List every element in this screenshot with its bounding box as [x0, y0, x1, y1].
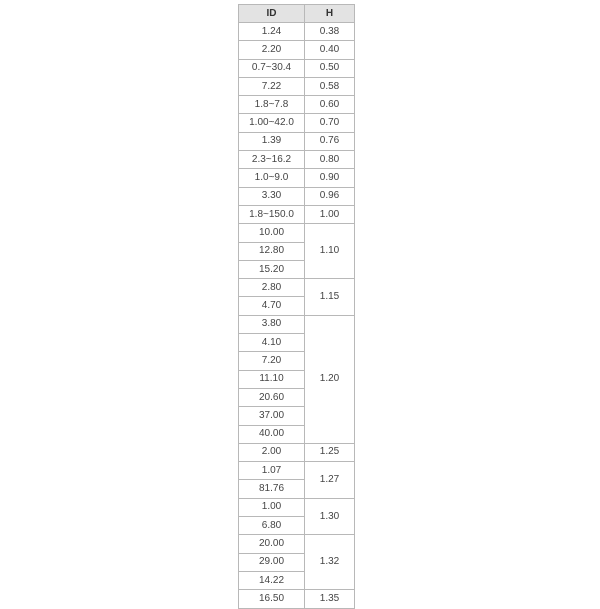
id-cell: 0.7~30.4: [239, 59, 305, 77]
table-row: [239, 169, 355, 187]
id-cell: 1.00~42.0: [239, 114, 305, 132]
h-cell: 1.00: [305, 205, 355, 223]
id-cell: 15.20: [239, 260, 305, 278]
id-cell: 2.20: [239, 41, 305, 59]
id-cell: 1.07: [239, 462, 305, 480]
h-cell: 0.80: [305, 151, 355, 169]
id-cell: 11.10: [239, 370, 305, 388]
id-cell: 20.60: [239, 388, 305, 406]
table-row: [239, 114, 355, 132]
table-row: [239, 77, 355, 95]
table-row: [239, 498, 355, 516]
id-cell: 3.80: [239, 315, 305, 333]
table-row: [239, 224, 355, 242]
id-cell: 20.00: [239, 535, 305, 553]
h-cell: 1.25: [305, 443, 355, 461]
id-column-header: ID: [239, 5, 305, 23]
id-cell: 1.00: [239, 498, 305, 516]
id-cell: 7.22: [239, 77, 305, 95]
table-row: [239, 132, 355, 150]
id-cell: 1.0~9.0: [239, 169, 305, 187]
id-cell: 12.80: [239, 242, 305, 260]
id-cell: 1.8~7.8: [239, 96, 305, 114]
table-row: [239, 315, 355, 333]
h-cell: 1.15: [305, 279, 355, 316]
id-cell: 40.00: [239, 425, 305, 443]
table-row: [239, 590, 355, 608]
h-cell: 0.70: [305, 114, 355, 132]
id-cell: 10.00: [239, 224, 305, 242]
id-cell: 2.3~16.2: [239, 151, 305, 169]
h-cell: 1.10: [305, 224, 355, 279]
table-row: [239, 187, 355, 205]
table-row: [239, 96, 355, 114]
id-cell: 37.00: [239, 407, 305, 425]
table-row: [239, 535, 355, 553]
h-cell: 0.40: [305, 41, 355, 59]
id-cell: 4.70: [239, 297, 305, 315]
id-cell: 29.00: [239, 553, 305, 571]
id-cell: 16.50: [239, 590, 305, 608]
h-cell: 0.50: [305, 59, 355, 77]
h-cell: 0.38: [305, 23, 355, 41]
id-cell: 1.39: [239, 132, 305, 150]
table-header-row: [239, 5, 355, 23]
id-cell: 7.20: [239, 352, 305, 370]
id-cell: 81.76: [239, 480, 305, 498]
h-column-header: H: [305, 5, 355, 23]
h-cell: 1.35: [305, 590, 355, 608]
h-cell: 1.27: [305, 462, 355, 499]
table-row: [239, 59, 355, 77]
id-cell: 3.30: [239, 187, 305, 205]
h-cell: 1.30: [305, 498, 355, 535]
h-cell: 1.20: [305, 315, 355, 443]
table-row: [239, 151, 355, 169]
table-body: [239, 23, 355, 609]
id-cell: 1.8~150.0: [239, 205, 305, 223]
table-row: [239, 279, 355, 297]
h-cell: 0.60: [305, 96, 355, 114]
table-row: [239, 23, 355, 41]
table-row: [239, 41, 355, 59]
spec-table-container: [238, 4, 355, 609]
table-row: [239, 205, 355, 223]
id-h-spec-table: [238, 4, 355, 609]
id-cell: 4.10: [239, 334, 305, 352]
id-cell: 2.80: [239, 279, 305, 297]
id-cell: 14.22: [239, 571, 305, 589]
h-cell: 1.32: [305, 535, 355, 590]
table-row: [239, 462, 355, 480]
h-cell: 0.76: [305, 132, 355, 150]
h-cell: 0.96: [305, 187, 355, 205]
h-cell: 0.58: [305, 77, 355, 95]
id-cell: 2.00: [239, 443, 305, 461]
table-row: [239, 443, 355, 461]
id-cell: 1.24: [239, 23, 305, 41]
h-cell: 0.90: [305, 169, 355, 187]
id-cell: 6.80: [239, 517, 305, 535]
